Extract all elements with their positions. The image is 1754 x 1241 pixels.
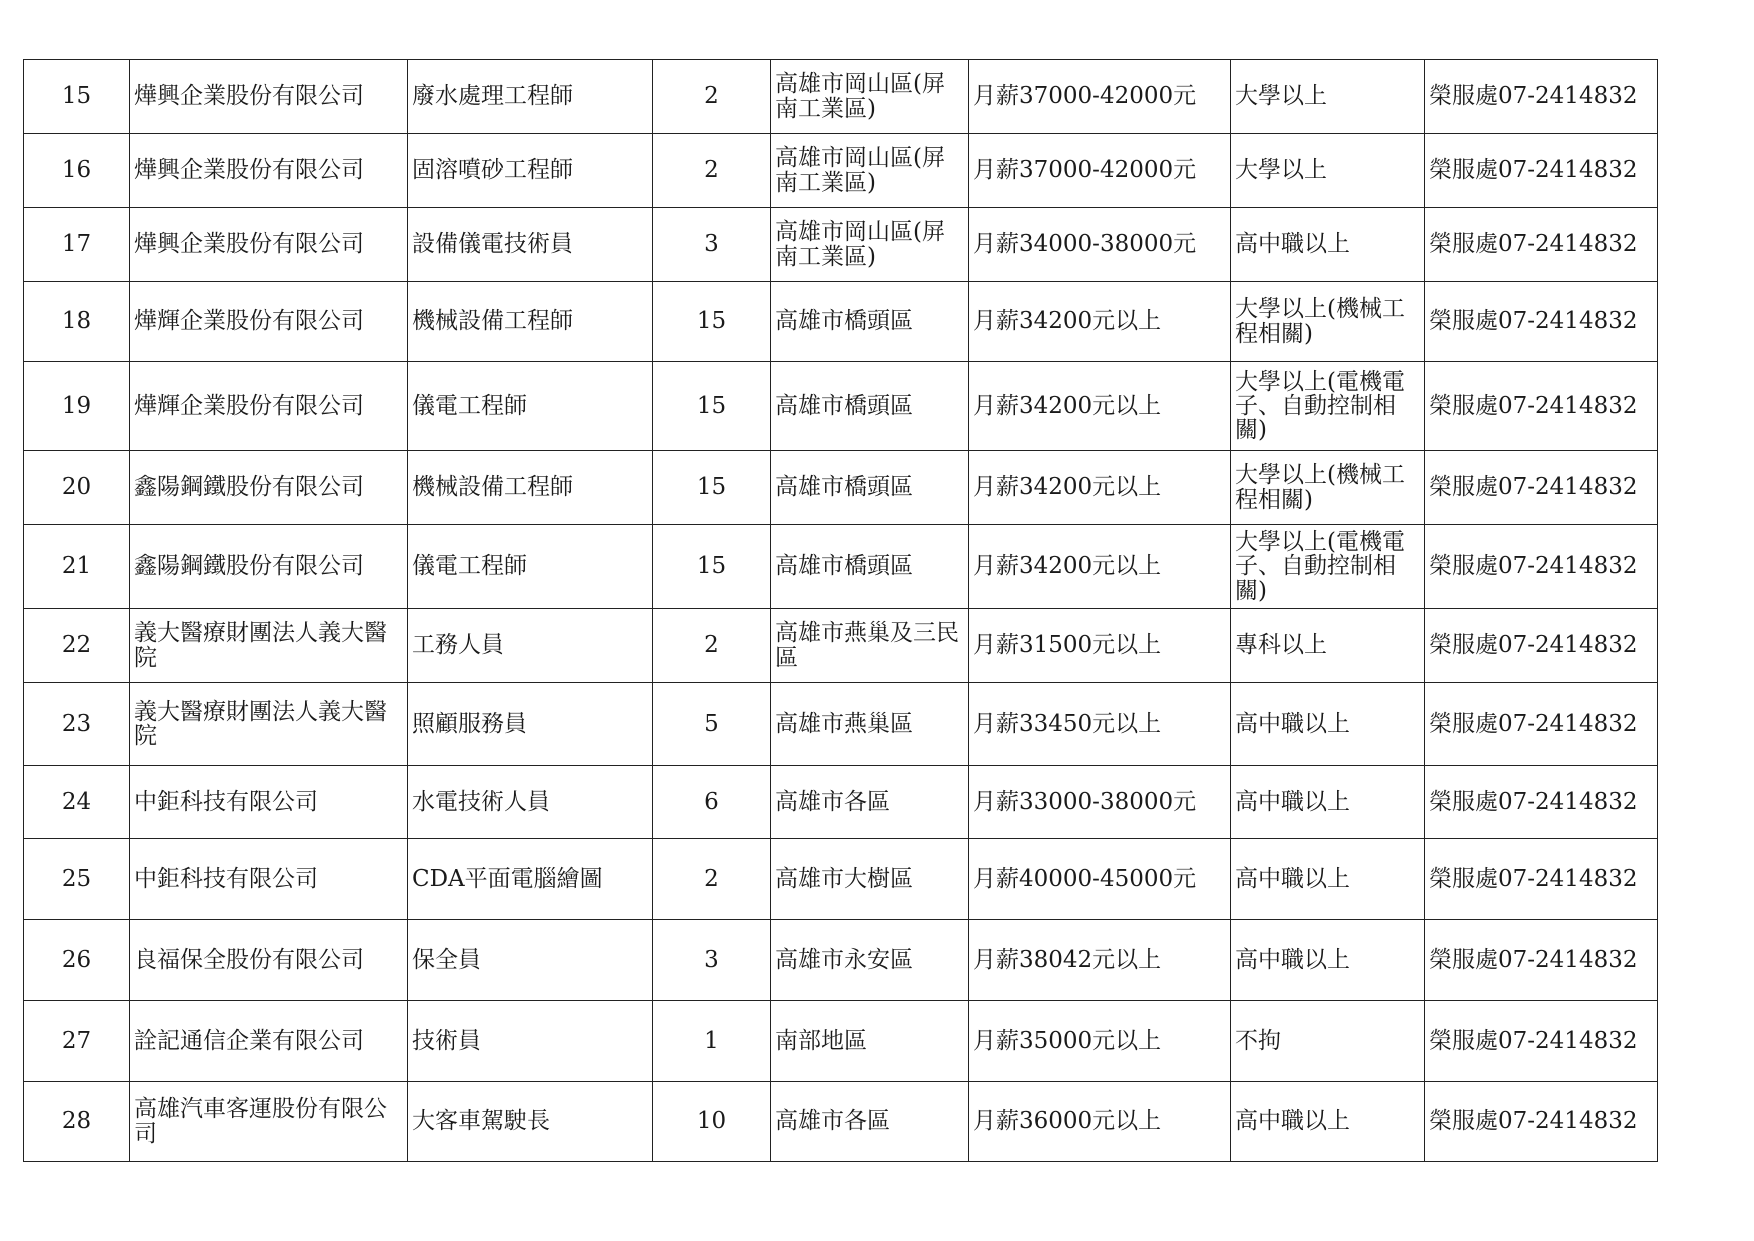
- table-row: [24, 208, 1658, 282]
- company-name: 詮記通信企業有限公司: [130, 1001, 408, 1082]
- row-number: 19: [24, 362, 130, 451]
- table-row: [24, 683, 1658, 766]
- company-name: 鑫陽鋼鐵股份有限公司: [130, 451, 408, 525]
- table-row: [24, 362, 1658, 451]
- contact-info: 榮服處07-2414832: [1425, 451, 1658, 525]
- company-name: 燁輝企業股份有限公司: [130, 362, 408, 451]
- contact-info: 榮服處07-2414832: [1425, 60, 1658, 134]
- work-location: 高雄市橋頭區: [771, 362, 969, 451]
- work-location: 高雄市橋頭區: [771, 525, 969, 609]
- work-location: 高雄市橋頭區: [771, 282, 969, 362]
- education-requirement: 大學以上(電機電子、自動控制相關): [1231, 362, 1425, 451]
- openings-count: 2: [653, 60, 771, 134]
- salary: 月薪37000-42000元: [969, 60, 1231, 134]
- openings-count: 5: [653, 683, 771, 766]
- contact-info: 榮服處07-2414832: [1425, 766, 1658, 839]
- education-requirement: 專科以上: [1231, 609, 1425, 683]
- row-number: 16: [24, 134, 130, 208]
- position-title: 儀電工程師: [408, 525, 653, 609]
- education-requirement: 高中職以上: [1231, 1082, 1425, 1162]
- table-row: [24, 766, 1658, 839]
- job-listings-body: [24, 60, 1658, 1162]
- contact-info: 榮服處07-2414832: [1425, 609, 1658, 683]
- row-number: 22: [24, 609, 130, 683]
- salary: 月薪31500元以上: [969, 609, 1231, 683]
- table-row: [24, 1001, 1658, 1082]
- company-name: 良福保全股份有限公司: [130, 920, 408, 1001]
- contact-info: 榮服處07-2414832: [1425, 362, 1658, 451]
- salary: 月薪34200元以上: [969, 525, 1231, 609]
- position-title: CDA平面電腦繪圖: [408, 839, 653, 920]
- company-name: 中鉅科技有限公司: [130, 766, 408, 839]
- work-location: 高雄市岡山區(屏南工業區): [771, 134, 969, 208]
- salary: 月薪37000-42000元: [969, 134, 1231, 208]
- company-name: 燁興企業股份有限公司: [130, 208, 408, 282]
- education-requirement: 高中職以上: [1231, 839, 1425, 920]
- contact-info: 榮服處07-2414832: [1425, 920, 1658, 1001]
- row-number: 21: [24, 525, 130, 609]
- education-requirement: 高中職以上: [1231, 766, 1425, 839]
- position-title: 儀電工程師: [408, 362, 653, 451]
- work-location: 南部地區: [771, 1001, 969, 1082]
- row-number: 15: [24, 60, 130, 134]
- company-name: 中鉅科技有限公司: [130, 839, 408, 920]
- openings-count: 15: [653, 362, 771, 451]
- openings-count: 2: [653, 839, 771, 920]
- work-location: 高雄市大樹區: [771, 839, 969, 920]
- position-title: 大客車駕駛長: [408, 1082, 653, 1162]
- table-row: [24, 451, 1658, 525]
- table-row: [24, 282, 1658, 362]
- education-requirement: 大學以上: [1231, 60, 1425, 134]
- contact-info: 榮服處07-2414832: [1425, 1082, 1658, 1162]
- education-requirement: 高中職以上: [1231, 208, 1425, 282]
- salary: 月薪33000-38000元: [969, 766, 1231, 839]
- salary: 月薪34200元以上: [969, 282, 1231, 362]
- contact-info: 榮服處07-2414832: [1425, 839, 1658, 920]
- openings-count: 2: [653, 134, 771, 208]
- work-location: 高雄市各區: [771, 766, 969, 839]
- table-row: [24, 1082, 1658, 1162]
- position-title: 機械設備工程師: [408, 282, 653, 362]
- company-name: 燁輝企業股份有限公司: [130, 282, 408, 362]
- row-number: 24: [24, 766, 130, 839]
- work-location: 高雄市燕巢及三民區: [771, 609, 969, 683]
- work-location: 高雄市岡山區(屏南工業區): [771, 60, 969, 134]
- contact-info: 榮服處07-2414832: [1425, 134, 1658, 208]
- position-title: 設備儀電技術員: [408, 208, 653, 282]
- company-name: 義大醫療財團法人義大醫院: [130, 609, 408, 683]
- row-number: 23: [24, 683, 130, 766]
- work-location: 高雄市橋頭區: [771, 451, 969, 525]
- table-row: [24, 839, 1658, 920]
- education-requirement: 大學以上(機械工程相關): [1231, 451, 1425, 525]
- salary: 月薪35000元以上: [969, 1001, 1231, 1082]
- company-name: 燁興企業股份有限公司: [130, 60, 408, 134]
- openings-count: 3: [653, 208, 771, 282]
- openings-count: 15: [653, 451, 771, 525]
- position-title: 固溶噴砂工程師: [408, 134, 653, 208]
- job-listings-table: [23, 59, 1658, 1162]
- table-row: [24, 134, 1658, 208]
- table-row: [24, 609, 1658, 683]
- salary: 月薪34200元以上: [969, 451, 1231, 525]
- salary: 月薪33450元以上: [969, 683, 1231, 766]
- contact-info: 榮服處07-2414832: [1425, 525, 1658, 609]
- salary: 月薪40000-45000元: [969, 839, 1231, 920]
- contact-info: 榮服處07-2414832: [1425, 683, 1658, 766]
- row-number: 26: [24, 920, 130, 1001]
- row-number: 17: [24, 208, 130, 282]
- education-requirement: 不拘: [1231, 1001, 1425, 1082]
- openings-count: 10: [653, 1082, 771, 1162]
- openings-count: 6: [653, 766, 771, 839]
- company-name: 義大醫療財團法人義大醫院: [130, 683, 408, 766]
- education-requirement: 高中職以上: [1231, 683, 1425, 766]
- position-title: 技術員: [408, 1001, 653, 1082]
- table-row: [24, 920, 1658, 1001]
- education-requirement: 大學以上(電機電子、自動控制相關): [1231, 525, 1425, 609]
- position-title: 照顧服務員: [408, 683, 653, 766]
- company-name: 燁興企業股份有限公司: [130, 134, 408, 208]
- openings-count: 3: [653, 920, 771, 1001]
- education-requirement: 高中職以上: [1231, 920, 1425, 1001]
- company-name: 鑫陽鋼鐵股份有限公司: [130, 525, 408, 609]
- position-title: 廢水處理工程師: [408, 60, 653, 134]
- row-number: 27: [24, 1001, 130, 1082]
- position-title: 工務人員: [408, 609, 653, 683]
- openings-count: 15: [653, 525, 771, 609]
- company-name: 高雄汽車客運股份有限公司: [130, 1082, 408, 1162]
- work-location: 高雄市各區: [771, 1082, 969, 1162]
- work-location: 高雄市燕巢區: [771, 683, 969, 766]
- table-row: [24, 60, 1658, 134]
- work-location: 高雄市岡山區(屏南工業區): [771, 208, 969, 282]
- openings-count: 2: [653, 609, 771, 683]
- salary: 月薪34200元以上: [969, 362, 1231, 451]
- openings-count: 15: [653, 282, 771, 362]
- contact-info: 榮服處07-2414832: [1425, 282, 1658, 362]
- contact-info: 榮服處07-2414832: [1425, 208, 1658, 282]
- row-number: 18: [24, 282, 130, 362]
- position-title: 保全員: [408, 920, 653, 1001]
- salary: 月薪38042元以上: [969, 920, 1231, 1001]
- education-requirement: 大學以上: [1231, 134, 1425, 208]
- position-title: 水電技術人員: [408, 766, 653, 839]
- salary: 月薪36000元以上: [969, 1082, 1231, 1162]
- salary: 月薪34000-38000元: [969, 208, 1231, 282]
- education-requirement: 大學以上(機械工程相關): [1231, 282, 1425, 362]
- row-number: 20: [24, 451, 130, 525]
- row-number: 28: [24, 1082, 130, 1162]
- table-row: [24, 525, 1658, 609]
- row-number: 25: [24, 839, 130, 920]
- openings-count: 1: [653, 1001, 771, 1082]
- contact-info: 榮服處07-2414832: [1425, 1001, 1658, 1082]
- position-title: 機械設備工程師: [408, 451, 653, 525]
- work-location: 高雄市永安區: [771, 920, 969, 1001]
